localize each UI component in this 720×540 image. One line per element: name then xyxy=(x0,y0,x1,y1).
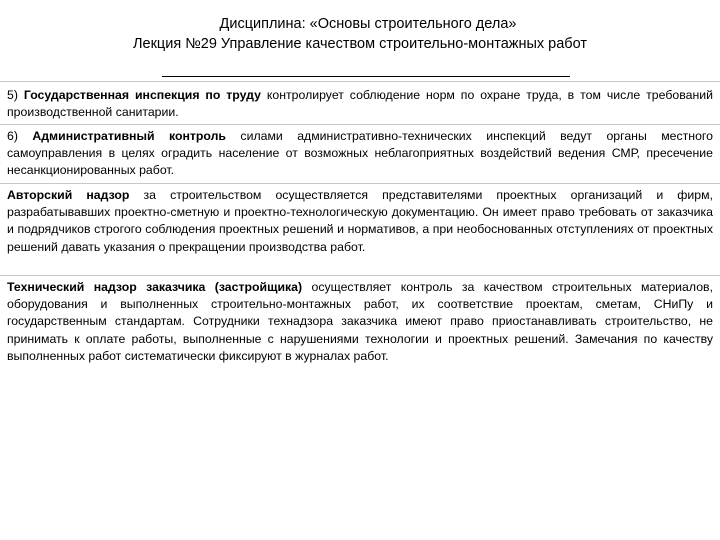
paragraph-body: за строительством осуществляется представителями проектных организаций и фирм, разрабатывавших проектно-сметную и проектно-технологическую документацию. Он имеет право требовать от заказчика и подрядчиков строгого соблюдения проектных решений и нормативов, а при необоснованных отступлениях от проектных решений давать указания о прекращении производства работ. xyxy=(7,188,713,254)
paragraph-body: осуществляет контроль за качеством строительных материалов, оборудования и выполненных строительно-монтажных работ, их соответствие проектам, сметам, СНиПу и государственным стандартам. Сотрудники технадзора заказчика имеют право приостанавливать строительство, не принимать к оплате работы, выполненные с нарушениями технологии и проектных решений. Замечания по качеству выполненных работ систематически фиксируют в журналах работ. xyxy=(7,280,713,363)
paragraph-term: Авторский надзор xyxy=(7,188,130,202)
paragraph-author-supervision xyxy=(7,187,713,256)
paragraph-number: 6) xyxy=(7,129,33,143)
separator-line xyxy=(0,183,720,184)
paragraph-term: Административный контроль xyxy=(32,129,226,143)
paragraph-technical-supervision xyxy=(7,279,713,365)
paragraph-number: 5) xyxy=(7,88,24,102)
header-underline xyxy=(162,76,570,77)
paragraph-term: Технический надзор заказчика (застройщика) xyxy=(7,280,303,294)
paragraph-labor-inspection xyxy=(7,87,713,121)
discipline-title: Дисциплина: «Основы строительного дела» xyxy=(219,16,517,32)
paragraph-body: силами административно-технических инспекций ведут органы местного самоуправления в целях оградить население от возможных неблагоприятных воздействий ведения СМР, пресечение несанкционированных работ. xyxy=(7,129,713,178)
separator-line xyxy=(0,124,720,125)
paragraph-body: контролирует соблюдение норм по охране труда, в том числе требований производственной санитарии. xyxy=(7,88,713,120)
separator-line xyxy=(0,275,720,276)
separator-line xyxy=(0,81,720,82)
paragraph-administrative-control xyxy=(7,128,713,180)
lecture-header xyxy=(0,14,720,54)
lecture-title: Лекция №29 Управление качеством строительно-монтажных работ xyxy=(133,36,587,52)
paragraph-term: Государственная инспекция по труду xyxy=(23,88,261,102)
